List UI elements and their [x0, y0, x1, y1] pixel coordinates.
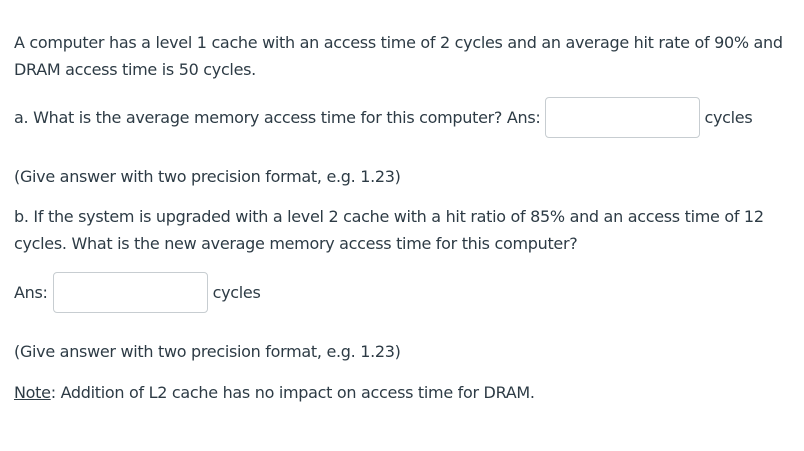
- note: [14, 383, 535, 403]
- note-label: Note: [14, 383, 51, 402]
- question-intro-line-2: DRAM access time is 50 cycles.: [14, 60, 256, 79]
- part-b-ans-label: Ans:: [14, 283, 48, 302]
- part-b-unit: cycles: [212, 283, 261, 302]
- part-a-hint: (Give answer with two precision format, e.g. 1.23): [14, 167, 401, 186]
- part-b-prompt-line-1: b. If the system is upgraded with a level 2 cache with a hit ratio of 85% and an access time of 12: [14, 207, 764, 226]
- note-text: : Addition of L2 cache has no impact on access time for DRAM.: [50, 383, 535, 402]
- part-a-answer-input[interactable]: [545, 97, 700, 138]
- part-a-unit: cycles: [704, 108, 753, 127]
- part-a-prompt: a. What is the average memory access time for this computer? Ans:: [14, 108, 541, 127]
- part-a-row: [14, 97, 752, 138]
- part-b-answer-input[interactable]: [53, 272, 208, 313]
- part-b-hint: (Give answer with two precision format, e.g. 1.23): [14, 342, 401, 361]
- part-b-prompt-line-2: cycles. What is the new average memory access time for this computer?: [14, 234, 578, 253]
- part-b-row: [14, 272, 261, 313]
- question-intro-line-1: A computer has a level 1 cache with an access time of 2 cycles and an average hit rate of 90% and: [14, 33, 783, 52]
